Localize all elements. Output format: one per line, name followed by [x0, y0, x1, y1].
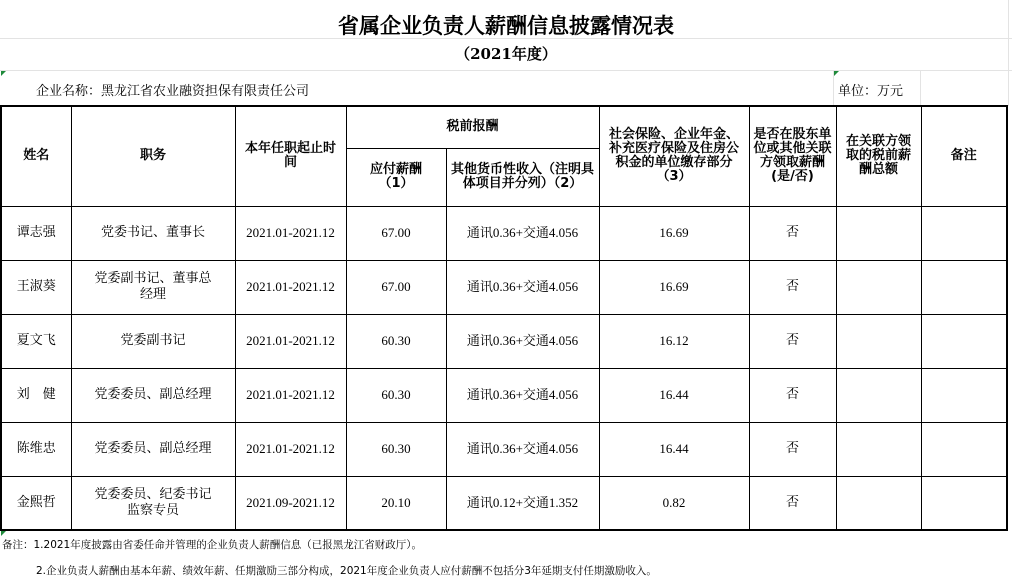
cell-position-text: 党委副书记: [120, 333, 186, 348]
cell-social: 16.44: [599, 422, 749, 476]
header-salary-text: 应付薪酬（1）: [369, 162, 422, 191]
cell-term: 2021.01-2021.12: [235, 206, 346, 260]
cell-name: 陈维忠: [1, 422, 71, 476]
cell-social: 16.44: [599, 368, 749, 422]
cell-shareholder: 否: [749, 368, 836, 422]
cell-position: [71, 476, 235, 530]
cell-position: [71, 260, 235, 314]
cell-salary: 20.10: [346, 476, 446, 530]
note-line-1: 备注：1.2021年度披露由省委任命并管理的企业负责人薪酬信息（已报黑龙江省财政厅）。: [2, 539, 422, 551]
header-social: [599, 106, 749, 206]
cell-remark: [921, 260, 1007, 314]
header-related-total-text: 在关联方领取的税前薪酬总额: [845, 134, 911, 178]
table-row: [1, 476, 1007, 530]
header-remark: 备注: [921, 106, 1007, 206]
header-name: 姓名: [1, 106, 71, 206]
cell-shareholder: 否: [749, 260, 836, 314]
header-shareholder: [749, 106, 836, 206]
cell-salary: 60.30: [346, 368, 446, 422]
cell-remark: [921, 206, 1007, 260]
cell-term: 2021.01-2021.12: [235, 260, 346, 314]
cell-shareholder: 否: [749, 476, 836, 530]
cell-term: 2021.01-2021.12: [235, 368, 346, 422]
cell-position-text: 党委委员、纪委书记监察专员: [94, 486, 212, 518]
header-pretax: 税前报酬: [346, 106, 599, 148]
cell-marker-icon: [1, 71, 6, 76]
table-row: [1, 206, 1007, 260]
cell-social: 16.69: [599, 206, 749, 260]
cell-marker-icon: [1, 531, 6, 536]
page-subtitle: （2021年度）: [455, 45, 557, 63]
cell-position-text: 党委副书记、董事总经理: [94, 271, 212, 302]
cell-related-total: [836, 206, 921, 260]
cell-position-text: 党委委员、副总经理: [94, 441, 212, 456]
cell-remark: [921, 476, 1007, 530]
cell-related-total: [836, 368, 921, 422]
header-shareholder-text: 是否在股东单位或其他关联方领取薪酬(是/否): [753, 127, 832, 185]
table-row: [1, 314, 1007, 368]
cell-salary: 60.30: [346, 422, 446, 476]
cell-position: [71, 314, 235, 368]
cell-remark: [921, 368, 1007, 422]
cell-position: [71, 422, 235, 476]
cell-social: 16.69: [599, 260, 749, 314]
cell-name: 夏文飞: [1, 314, 71, 368]
cell-related-total: [836, 422, 921, 476]
cell-shareholder: 否: [749, 206, 836, 260]
cell-shareholder: 否: [749, 422, 836, 476]
cell-other-income: 通讯0.36+交通4.056: [446, 422, 599, 476]
cell-term: 2021.09-2021.12: [235, 476, 346, 530]
cell-position: [71, 368, 235, 422]
cell-other-income: 通讯0.36+交通4.056: [446, 368, 599, 422]
note-line-2: 2.企业负责人薪酬由基本年薪、绩效年薪、任期激励三部分构成，2021年度企业负责人应付薪酬不包括分3年延期支付任期激励收入。: [36, 565, 657, 577]
cell-remark: [921, 314, 1007, 368]
cell-salary: 67.00: [346, 206, 446, 260]
header-other-income-text: 其他货币性收入（注明具体项目并分列）（2）: [450, 162, 594, 191]
cell-social: 0.82: [599, 476, 749, 530]
cell-position-text: 党委委员、副总经理: [94, 387, 212, 402]
cell-social: 16.12: [599, 314, 749, 368]
cell-salary: 60.30: [346, 314, 446, 368]
company-name: 企业名称：黑龙江省农业融资担保有限责任公司: [36, 84, 310, 99]
cell-shareholder: 否: [749, 314, 836, 368]
cell-other-income: 通讯0.36+交通4.056: [446, 206, 599, 260]
header-position: 职务: [71, 106, 235, 206]
unit-label: 单位：万元: [838, 84, 904, 99]
cell-other-income: 通讯0.12+交通1.352: [446, 476, 599, 530]
header-salary: [346, 148, 446, 206]
cell-remark: [921, 422, 1007, 476]
cell-marker-icon: [834, 71, 839, 76]
header-term: [235, 106, 346, 206]
cell-name: 刘 健: [1, 368, 71, 422]
cell-name: 王淑葵: [1, 260, 71, 314]
table-row: [1, 260, 1007, 314]
header-related-total: [836, 106, 921, 206]
page-title: 省属企业负责人薪酬信息披露情况表: [338, 13, 674, 38]
header-social-text: 社会保险、企业年金、补充医疗保险及住房公积金的单位缴存部分（3）: [608, 127, 739, 185]
salary-table: [0, 105, 1008, 531]
cell-related-total: [836, 476, 921, 530]
cell-position: [71, 206, 235, 260]
table-row: [1, 368, 1007, 422]
header-term-text: 本年任职起止时间: [244, 141, 336, 171]
cell-name: 谭志强: [1, 206, 71, 260]
cell-term: 2021.01-2021.12: [235, 314, 346, 368]
cell-salary: 67.00: [346, 260, 446, 314]
cell-name: 金熙哲: [1, 476, 71, 530]
cell-term: 2021.01-2021.12: [235, 422, 346, 476]
header-other-income: [446, 148, 599, 206]
cell-position-text: 党委书记、董事长: [100, 225, 205, 240]
table-row: [1, 422, 1007, 476]
cell-related-total: [836, 260, 921, 314]
cell-other-income: 通讯0.36+交通4.056: [446, 314, 599, 368]
cell-related-total: [836, 314, 921, 368]
cell-other-income: 通讯0.36+交通4.056: [446, 260, 599, 314]
